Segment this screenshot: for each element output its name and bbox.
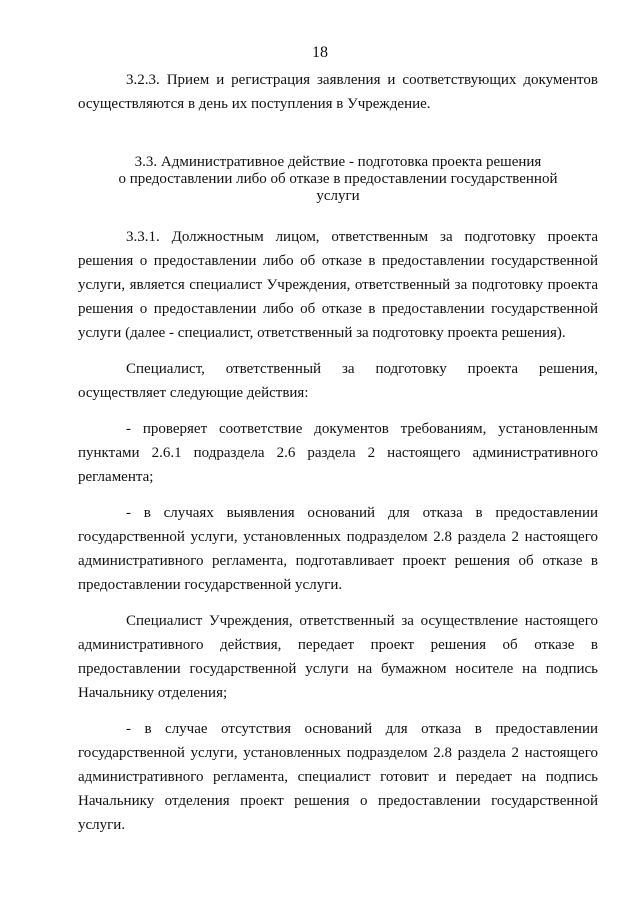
page-number: 18 <box>312 44 328 61</box>
paragraph-list-item: - в случае отсутствия оснований для отказа в предоставлении государственной услуги, установленных подразделом 2.8 раздела 2 настоящего административного регламента, специалист готовит и передает на подпись Начальнику отделения проект решения о предоставлении государственной услуги. <box>78 721 598 833</box>
paragraph-actions-intro: Специалист, ответственный за подготовку проекта решения, осуществляет следующие действия: <box>78 361 598 401</box>
paragraph-3-2-3: 3.2.3. Прием и регистрация заявления и соответствующих документов осуществляются в день их поступления в Учреждение. <box>78 72 598 112</box>
paragraph-list-item: - проверяет соответствие документов требованиям, установленным пунктами 2.6.1 подраздела 2.6 раздела 2 настоящего административного регламента; <box>78 421 598 485</box>
section-heading-3-3 <box>78 154 598 205</box>
heading-line: 3.3. Административное действие - подготовка проекта решения <box>134 154 542 170</box>
heading-line: услуги <box>316 188 360 204</box>
document-body <box>78 68 598 837</box>
paragraph-transfer: Специалист Учреждения, ответственный за осуществление настоящего административного действия, передает проект решения об отказе в предоставлении государственной услуги на бумажном носителе на подпись Начальнику отделения; <box>78 613 598 701</box>
paragraph-list-item: - в случаях выявления оснований для отказа в предоставлении государственной услуги, установленных подразделом 2.8 раздела 2 настоящего административного регламента, подготавливает проект решения об отказе в предоставлении государственной услуги. <box>78 505 598 593</box>
heading-line: о предоставлении либо об отказе в предоставлении государственной <box>118 171 558 187</box>
paragraph-3-3-1: 3.3.1. Должностным лицом, ответственным за подготовку проекта решения о предоставлении либо об отказе в предоставлении государственной услуги, является специалист Учреждения, ответственный за подготовку проекта решения о предоставлении либо об отказе в предоставлении государственной услуги (далее - специалист, ответственный за подготовку проекта решения). <box>78 229 598 341</box>
